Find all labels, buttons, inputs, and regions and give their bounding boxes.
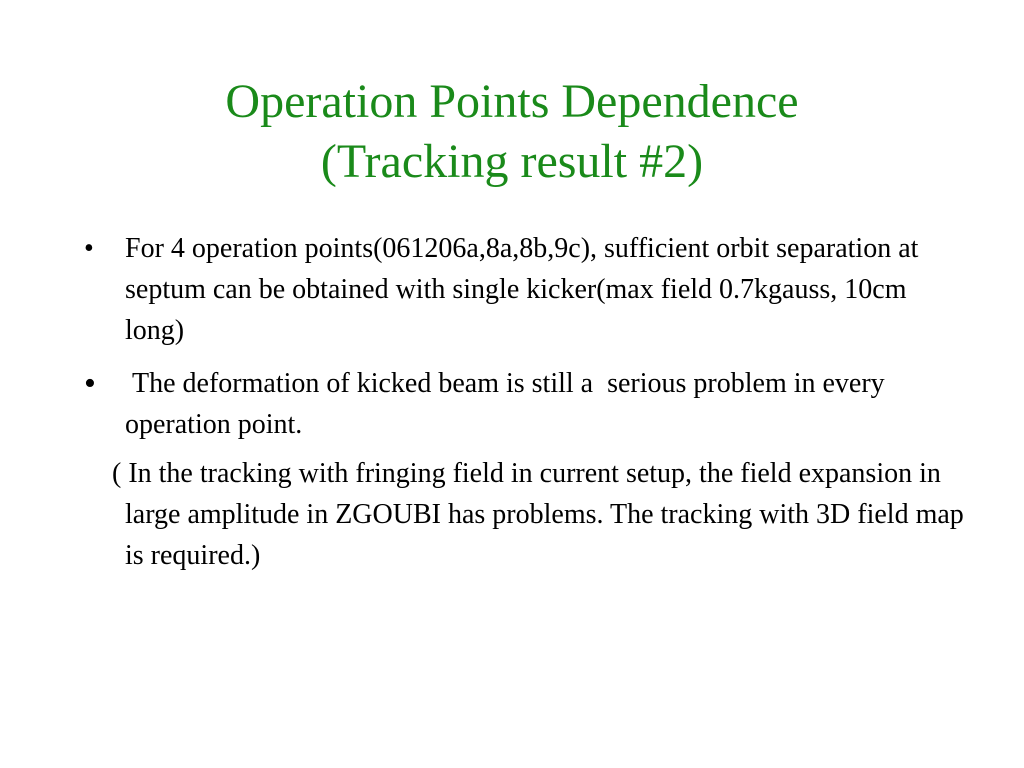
bullet-text: For 4 operation points(061206a,8a,8b,9c), sufficient orbit separation at septum can be obtained with single kicker(max field 0.7kgauss, 10cm long) [125, 233, 919, 346]
bullet-marker: • [84, 233, 94, 264]
slide-title-line-2: (Tracking result #2) [320, 135, 704, 188]
slide-title [0, 72, 1024, 192]
bullet-item [84, 363, 964, 445]
bullet-item [84, 228, 964, 351]
bullet-marker: • [84, 365, 96, 402]
slide-body [84, 228, 964, 576]
slide-title-line-1: Operation Points Dependence [225, 75, 799, 128]
bullet-text: The deformation of kicked beam is still a serious problem in every operation point. [125, 368, 892, 440]
note-text: ( In the tracking with fringing field in current setup, the field expansion in large amplitude in ZGOUBI has problems. The tracking with 3D field map is required.) [112, 458, 964, 571]
